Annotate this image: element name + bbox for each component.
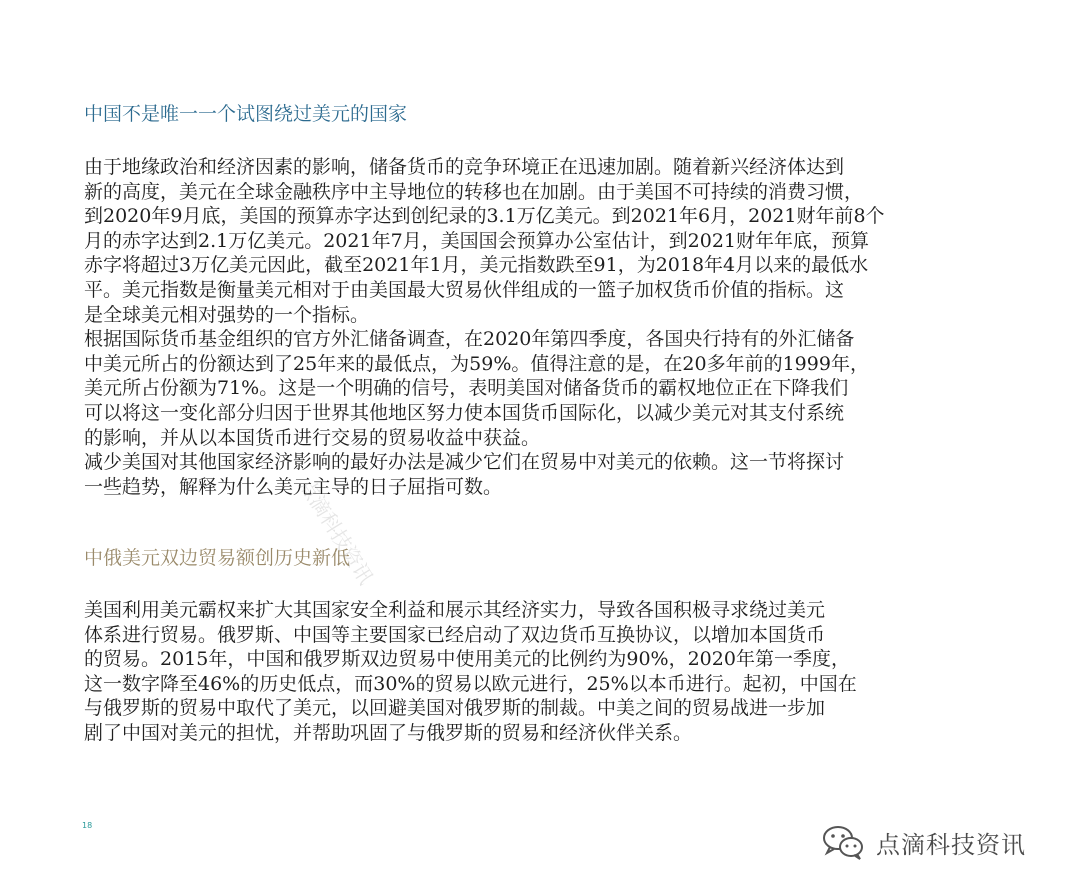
body-line: 赤字将超过3万亿美元因此，截至2021年1月，美元指数跌至91，为2018年4月以来的最低水 (84, 254, 869, 277)
body-line: 体系进行贸易。俄罗斯、中国等主要国家已经启动了双边货币互换协议，以增加本国货币 (84, 623, 826, 646)
body-line: 美元所占份额为71%。这是一个明确的信号，表明美国对储备货币的霸权地位正在下降我们 (84, 377, 849, 400)
body-line: 的贸易。2015年，中国和俄罗斯双边贸易中使用美元的比例约为90%，2020年第一季度， (84, 648, 850, 671)
section-heading-1: 中国不是唯一一个试图绕过美元的国家 (84, 103, 408, 125)
body-line: 美国利用美元霸权来扩大其国家安全利益和展示其经济实力，导致各国积极寻求绕过美元 (84, 599, 826, 621)
body-line: 根据国际货币基金组织的官方外汇储备调查，在2020年第四季度，各国央行持有的外汇储备 (84, 328, 855, 351)
watermark-label: 点滴科技资讯 (876, 830, 1026, 859)
body-line: 由于地缘政治和经济因素的影响，储备货币的竞争环境正在迅速加剧。随着新兴经济体达到 (84, 156, 845, 178)
body-line: 是全球美元相对强势的一个指标。 (84, 303, 370, 326)
body-line: 剧了中国对美元的担忧，并帮助巩固了与俄罗斯的贸易和经济伙伴关系。 (84, 721, 693, 744)
section-heading-2: 中俄美元双边贸易额创历史新低 (84, 547, 351, 569)
body-line: 新的高度，美元在全球金融秩序中主导地位的转移也在加剧。由于美国不可持续的消费习惯， (84, 180, 864, 203)
body-line: 的影响，并从以本国货币进行交易的贸易收益中获益。 (84, 426, 541, 449)
body-line: 减少美国对其他国家经济影响的最好办法是减少它们在贸易中对美元的依赖。这一节将探讨 (84, 451, 845, 474)
body-line: 与俄罗斯的贸易中取代了美元，以回避美国对俄罗斯的制裁。中美之间的贸易战进一步加 (84, 697, 826, 720)
diagonal-watermark: 点滴科技资讯 (294, 474, 379, 589)
wechat-icon (820, 822, 868, 862)
body-line: 可以将这一变化部分归因于世界其他地区努力使本国货币国际化，以减少美元对其支付系统 (84, 401, 845, 424)
section-2-body (84, 598, 857, 746)
body-line: 这一数字降至46%的历史低点，而30%的贸易以欧元进行，25%以本币进行。起初，中国在 (84, 672, 857, 695)
body-line: 平。美元指数是衡量美元相对于由美国最大贸易伙伴组成的一篮子加权货币价值的指标。这 (84, 278, 845, 301)
body-line: 一些趋势，解释为什么美元主导的日子屈指可数。 (84, 475, 503, 498)
body-line: 中美元所占的份额达到了25年来的最低点，为59%。值得注意的是，在20多年前的1999年， (84, 352, 869, 375)
body-line: 到2020年9月底，美国的预算赤字达到创纪录的3.1万亿美元。到2021年6月，2021财年前8个 (84, 205, 885, 228)
page-number: 18 (82, 821, 93, 830)
body-line: 月的赤字达到2.1万亿美元。2021年7月，美国国会预算办公室估计，到2021财年年底，预算 (84, 229, 870, 252)
section-1-body (84, 155, 885, 499)
account-watermark (820, 822, 1026, 862)
